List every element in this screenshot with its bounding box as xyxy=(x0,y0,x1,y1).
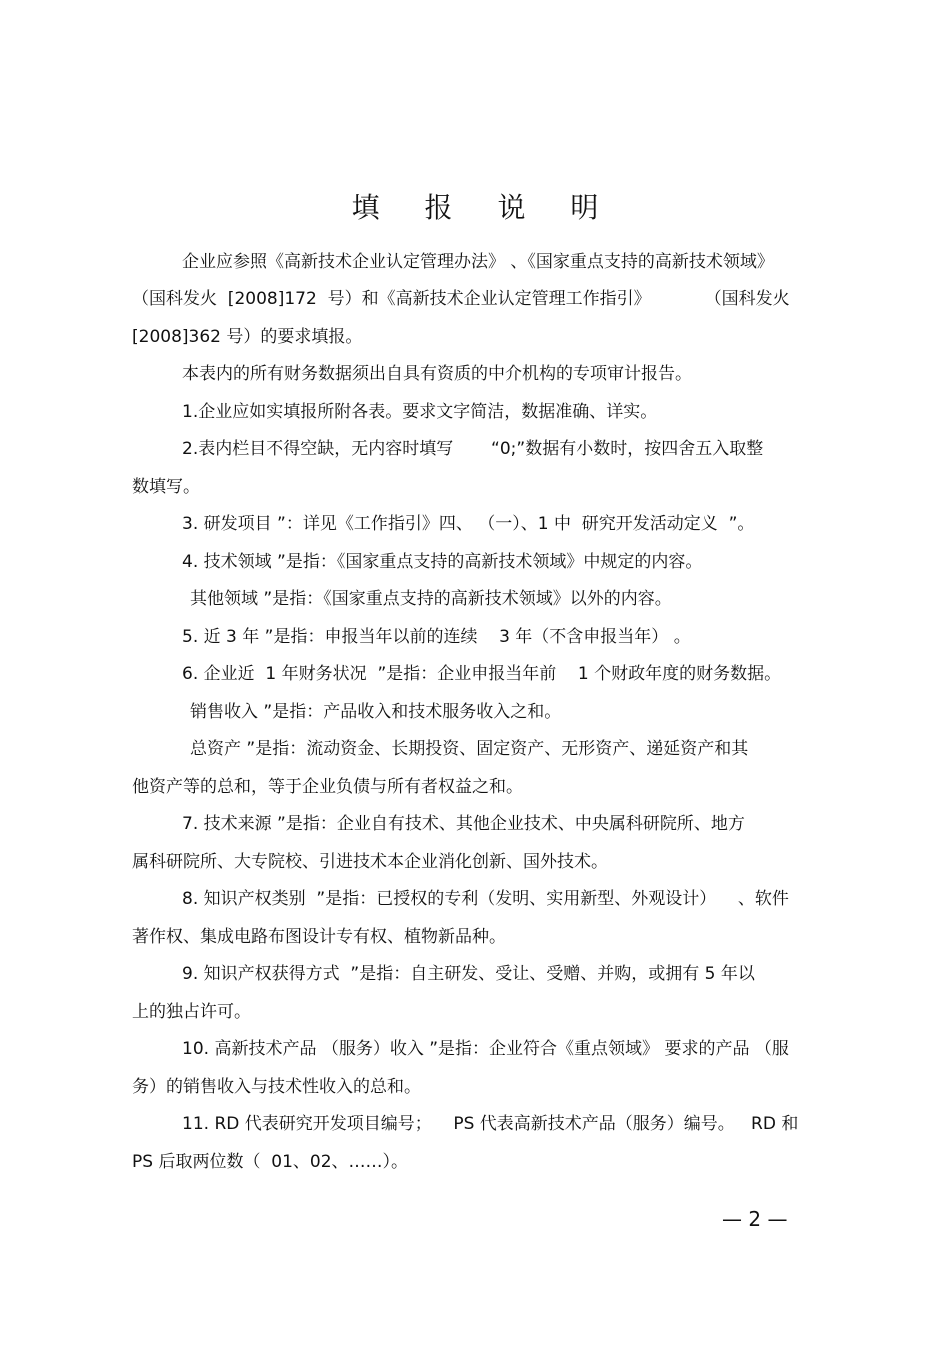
paragraph-line: 著作权、集成电路布图设计专有权、植物新品种。 xyxy=(132,927,506,947)
paragraph-line: 务）的销售收入与技术性收入的总和。 xyxy=(132,1077,421,1097)
paragraph-line: 3. 研发项目 ”：详见《工作指引》四、 （一）、1 中 研究开发活动定义 ”。 xyxy=(182,514,755,534)
paragraph-line: 10. 高新技术产品 （服务）收入 ”是指：企业符合《重点领域》 要求的产品 （服 xyxy=(182,1039,789,1059)
paragraph-line: 属科研院所、大专院校、引进技术本企业消化创新、国外技术。 xyxy=(132,852,608,872)
paragraph-line: 数填写。 xyxy=(132,477,200,497)
page-title: 填 报 说 明 xyxy=(351,191,617,224)
paragraph-line: 9. 知识产权获得方式 ”是指：自主研发、受让、受赠、并购，或拥有 5 年以 xyxy=(182,964,755,984)
paragraph-line: 他资产等的总和，等于企业负债与所有者权益之和。 xyxy=(132,777,523,797)
paragraph-line: 7. 技术来源 ”是指：企业自有技术、其他企业技术、中央属科研院所、地方 xyxy=(182,814,745,834)
paragraph-line: 4. 技术领域 ”是指：《国家重点支持的高新技术领域》中规定的内容。 xyxy=(182,552,703,572)
paragraph-line: （国科发火 [2008]172 号）和《高新技术企业认定管理工作指引》 （国科发火 xyxy=(132,289,790,309)
paragraph-line: 其他领域 ”是指：《国家重点支持的高新技术领域》以外的内容。 xyxy=(190,589,672,609)
page-number: — 2 — xyxy=(722,1207,788,1231)
paragraph-line: 1.企业应如实填报所附各表。要求文字简洁，数据准确、详实。 xyxy=(182,402,658,422)
paragraph-line: 销售收入 ”是指：产品收入和技术服务收入之和。 xyxy=(190,702,562,722)
paragraph-line: 2.表内栏目不得空缺，无内容时填写 “0;”数据有小数时，按四舍五入取整 xyxy=(182,439,764,459)
paragraph-line: 8. 知识产权类别 ”是指：已授权的专利（发明、实用新型、外观设计） 、软件 xyxy=(182,889,789,909)
paragraph-line: 总资产 ”是指：流动资金、长期投资、固定资产、无形资产、递延资产和其 xyxy=(190,739,749,759)
paragraph-line: 5. 近 3 年 ”是指：申报当年以前的连续 3 年（不含申报当年） 。 xyxy=(182,627,691,647)
paragraph-line: [2008]362 号）的要求填报。 xyxy=(132,327,363,347)
paragraph-line: PS 后取两位数（ 01、02、……）。 xyxy=(132,1152,409,1172)
paragraph-line: 6. 企业近 1 年财务状况 ”是指：企业申报当年前 1 个财政年度的财务数据。 xyxy=(182,664,782,684)
paragraph-line: 上的独占许可。 xyxy=(132,1002,251,1022)
paragraph-line: 企业应参照《高新技术企业认定管理办法》 、《国家重点支持的高新技术领域》 xyxy=(182,252,774,272)
paragraph-line: 11. RD 代表研究开发项目编号； PS 代表高新技术产品（服务）编号。 RD 和 xyxy=(182,1114,799,1134)
paragraph-line: 本表内的所有财务数据须出自具有资质的中介机构的专项审计报告。 xyxy=(182,364,692,384)
